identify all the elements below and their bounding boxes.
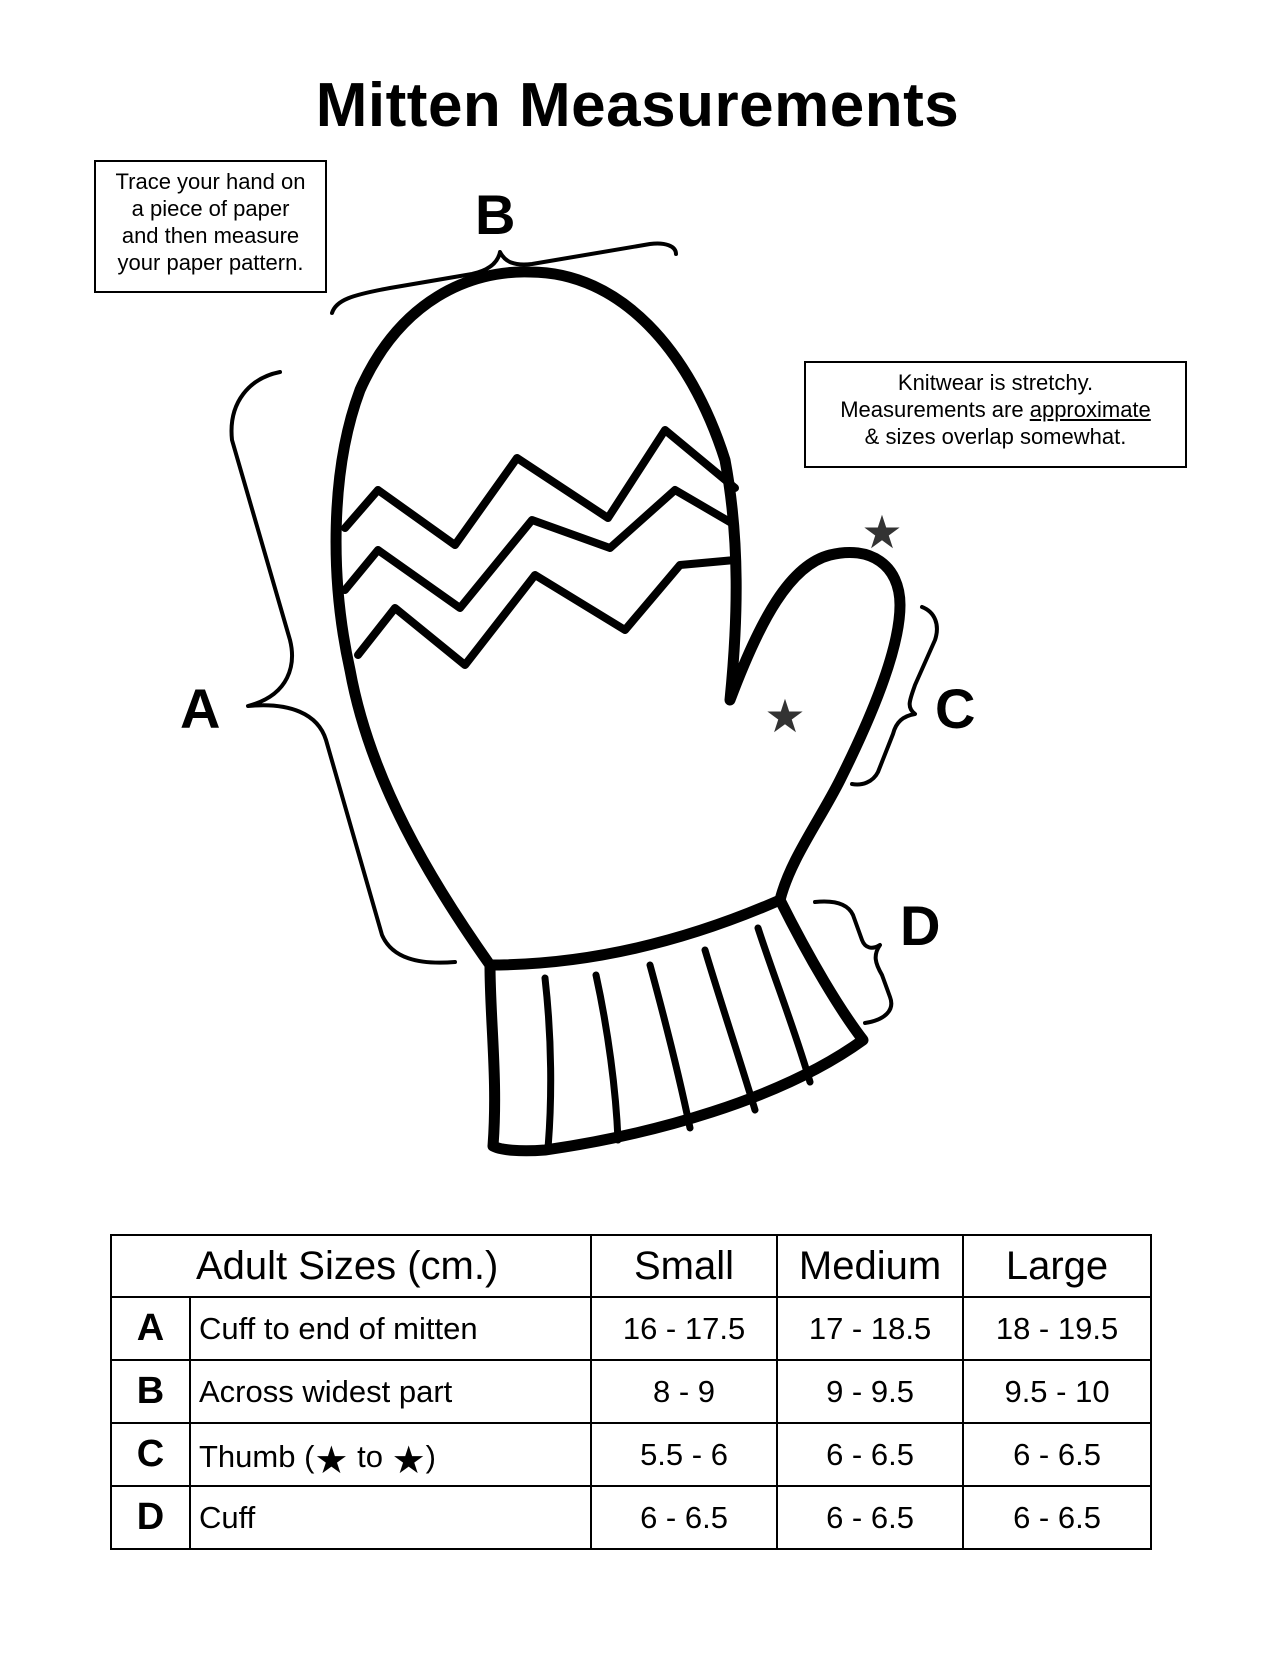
star-icon: ★: [314, 1440, 349, 1482]
table-row: [111, 1486, 1151, 1549]
cuff-rib: [705, 950, 755, 1110]
value-medium: 9 - 9.5: [777, 1360, 963, 1423]
label-a: A: [180, 677, 221, 740]
bracket-d: [815, 902, 891, 1023]
star-icon: ★: [764, 690, 806, 742]
value-small: 8 - 9: [591, 1360, 777, 1423]
cuff-rib: [545, 978, 551, 1148]
mitten-outline: [336, 272, 903, 965]
value-large: 18 - 19.5: [963, 1297, 1151, 1360]
note-line: Trace your hand on: [115, 169, 306, 194]
header-large: Large: [963, 1235, 1151, 1297]
page-title: Mitten Measurements: [315, 71, 960, 140]
row-letter: D: [111, 1486, 190, 1549]
row-letter: C: [111, 1423, 190, 1486]
note-line: Knitwear is stretchy.: [897, 370, 1094, 395]
row-description: Cuff to end of mitten: [190, 1297, 591, 1360]
table-header-row: [111, 1235, 1151, 1297]
header-adult-sizes: Adult Sizes (cm.): [111, 1235, 591, 1297]
desc-text: to: [348, 1439, 392, 1474]
header-small: Small: [591, 1235, 777, 1297]
value-large: 9.5 - 10: [963, 1360, 1151, 1423]
label-b: B: [475, 183, 516, 246]
value-small: 16 - 17.5: [591, 1297, 777, 1360]
note-line: a piece of paper: [131, 196, 290, 221]
row-description: Cuff: [190, 1486, 591, 1549]
desc-text: Thumb (: [199, 1439, 315, 1474]
label-c: C: [935, 677, 976, 740]
note-underlined-text: approximate: [1029, 397, 1151, 422]
sizes-table: [110, 1234, 1152, 1550]
value-medium: 6 - 6.5: [777, 1486, 963, 1549]
row-description: Across widest part: [190, 1360, 591, 1423]
value-small: 5.5 - 6: [591, 1423, 777, 1486]
note-line: & sizes overlap somewhat.: [864, 424, 1127, 449]
value-small: 6 - 6.5: [591, 1486, 777, 1549]
value-medium: 6 - 6.5: [777, 1423, 963, 1486]
star-icon: ★: [391, 1440, 426, 1482]
row-letter: A: [111, 1297, 190, 1360]
value-large: 6 - 6.5: [963, 1423, 1151, 1486]
cuff-rib: [596, 975, 618, 1140]
header-medium: Medium: [777, 1235, 963, 1297]
table-row: [111, 1423, 1151, 1486]
cuff-rib: [650, 965, 690, 1128]
value-medium: 17 - 18.5: [777, 1297, 963, 1360]
star-icon: ★: [861, 506, 903, 558]
note-text: Measurements are: [840, 397, 1030, 422]
table-row: [111, 1360, 1151, 1423]
note-line: your paper pattern.: [117, 250, 304, 275]
row-letter: B: [111, 1360, 190, 1423]
table-row: [111, 1297, 1151, 1360]
desc-text: ): [425, 1439, 436, 1474]
value-large: 6 - 6.5: [963, 1486, 1151, 1549]
note-line: and then measure: [121, 223, 300, 248]
row-description: [190, 1423, 591, 1486]
label-d: D: [900, 894, 941, 957]
